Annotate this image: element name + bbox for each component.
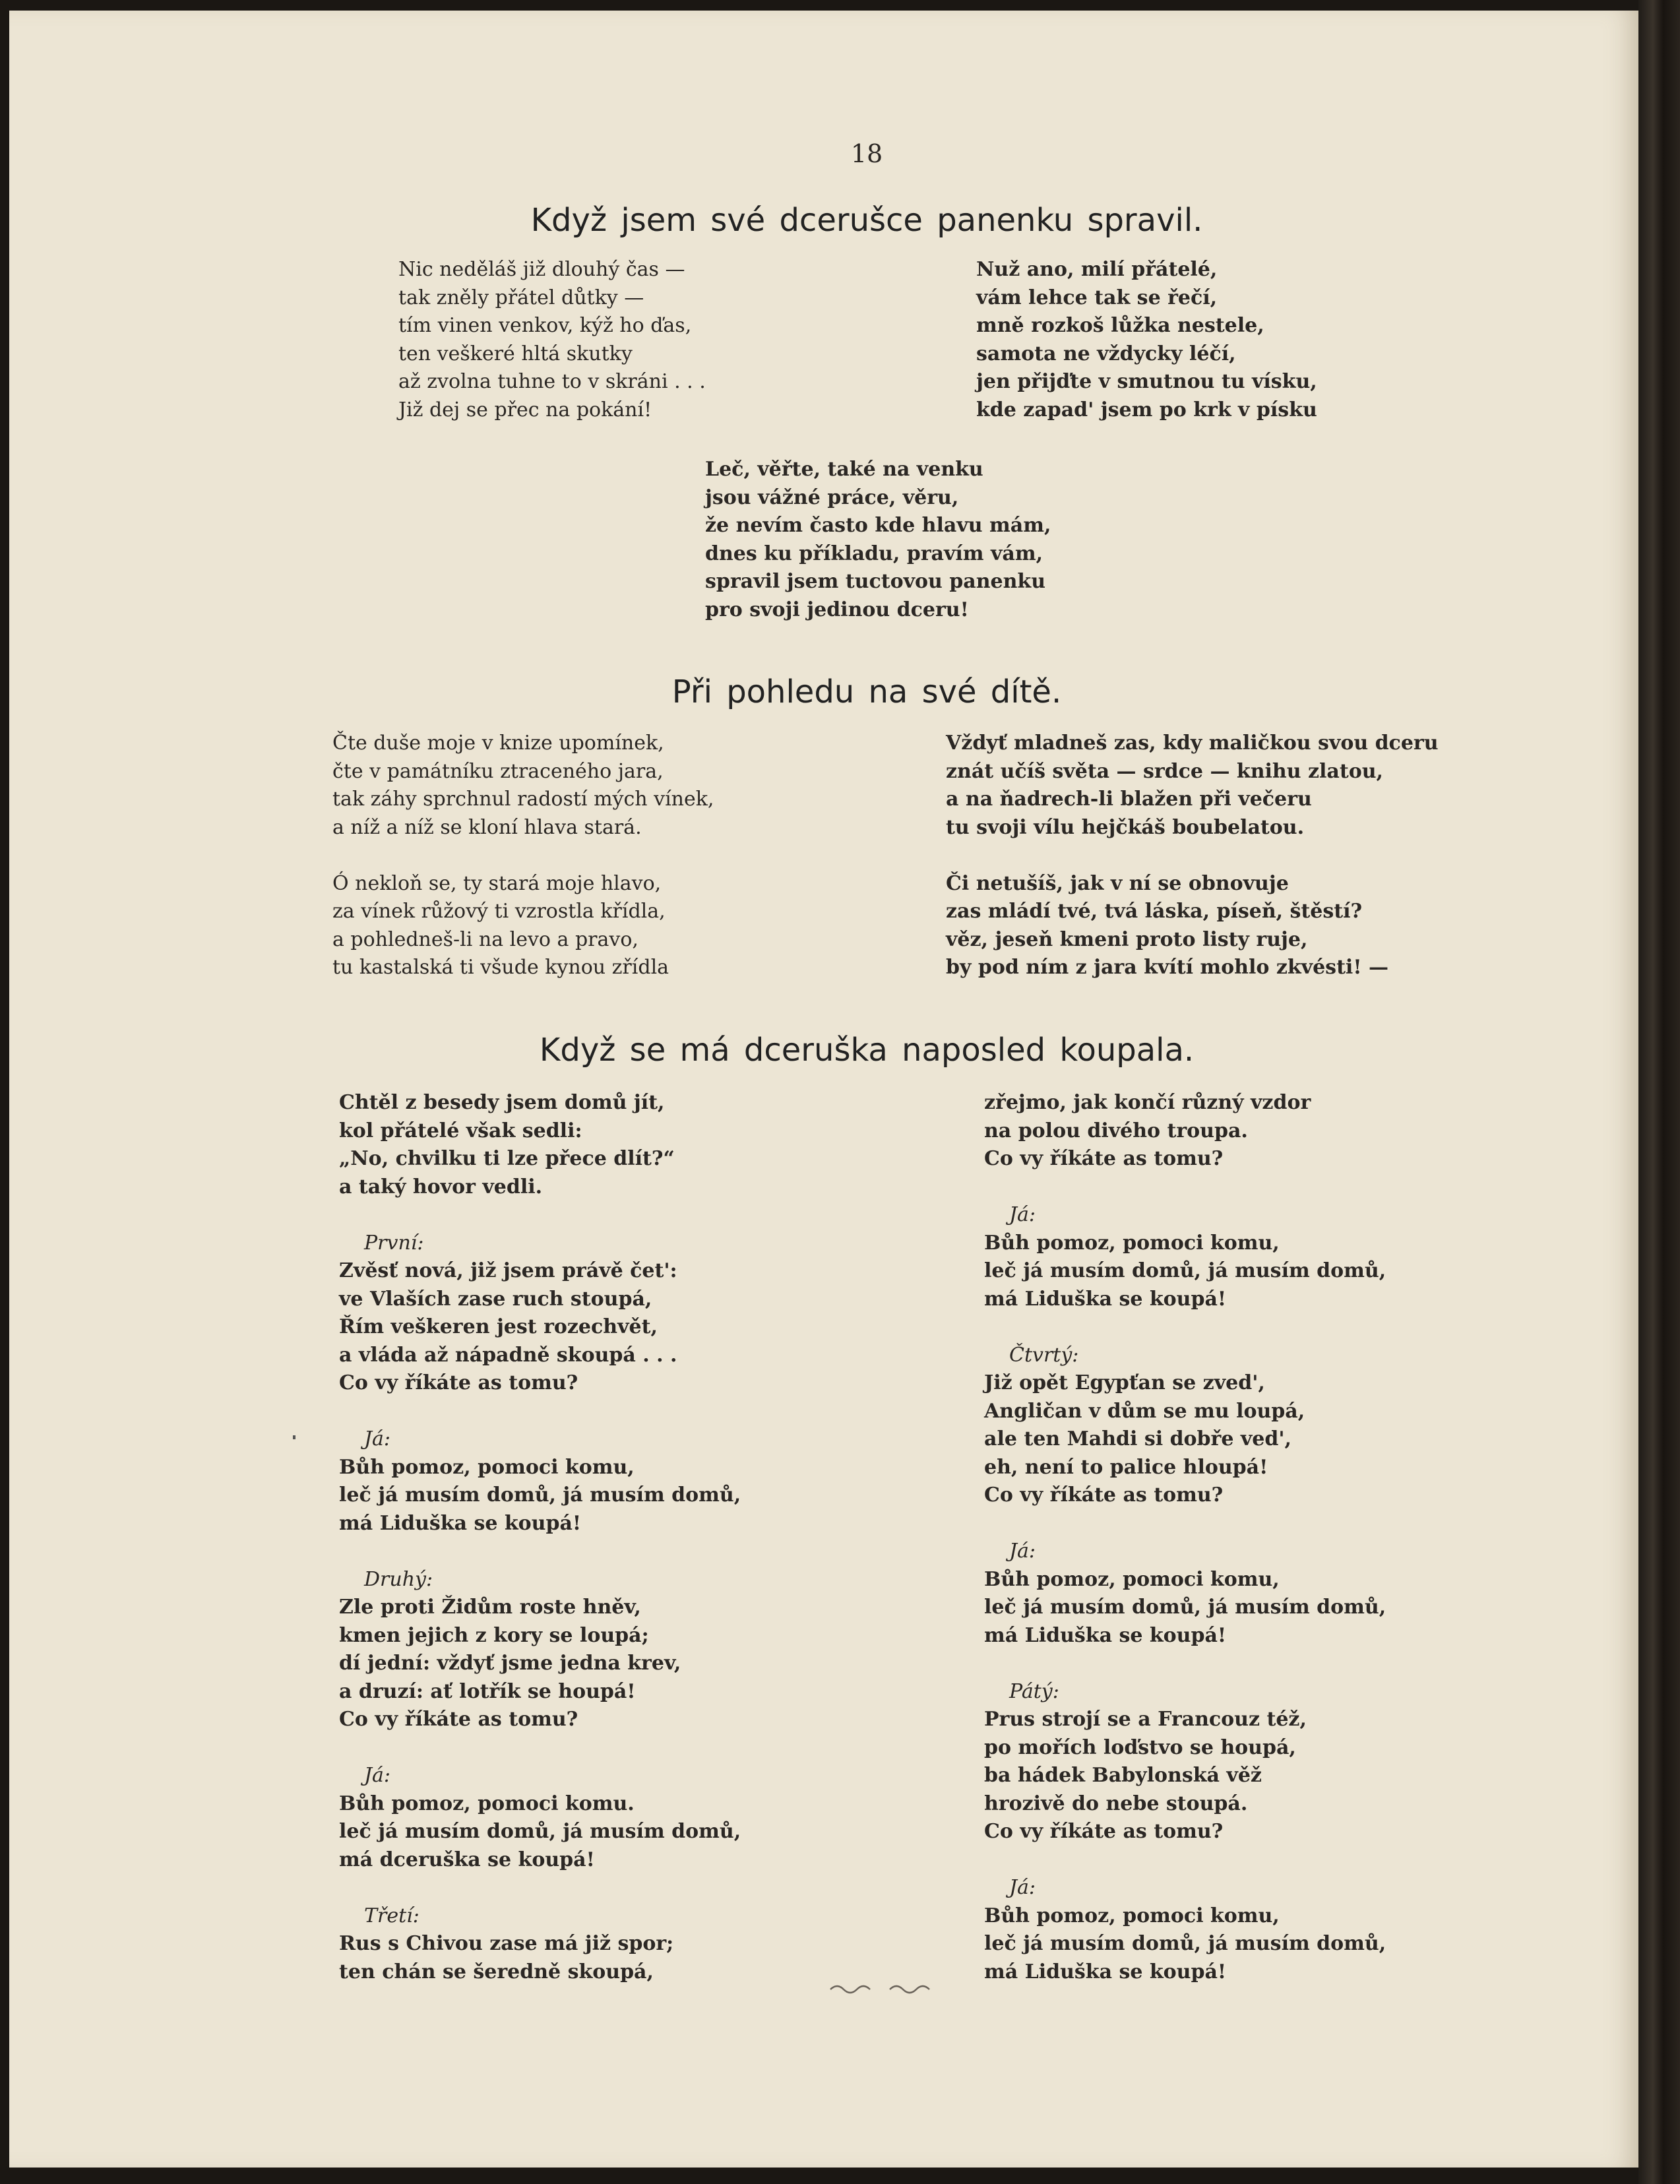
verse-line: tím vinen venkov, kýž ho ďas, bbox=[398, 314, 692, 337]
stanza-gap bbox=[984, 1173, 1386, 1202]
verse-line: Čte duše moje v knize upomínek, bbox=[332, 732, 664, 755]
verse-line: tu kastalská ti všude kynou zřídla bbox=[332, 956, 669, 979]
speaker-label: Já: bbox=[1009, 1540, 1036, 1563]
verse-line: Co vy říkáte as tomu? bbox=[339, 1708, 578, 1731]
stanza-gap bbox=[984, 1313, 1386, 1342]
verse-line: ale ten Mahdi si dobře ved', bbox=[984, 1427, 1291, 1451]
verse-line: Bůh pomoz, pomoci komu, bbox=[984, 1567, 1280, 1591]
verse-line: leč já musím domů, já musím domů, bbox=[339, 1820, 741, 1843]
verse-line: má Liduška se koupá! bbox=[984, 1623, 1227, 1647]
verse-line: kol přátelé však sedli: bbox=[339, 1119, 582, 1142]
verse-line: vám lehce tak se řečí, bbox=[976, 286, 1218, 309]
wave-ornament bbox=[827, 1980, 933, 1999]
verse-line: Vždyť mladneš zas, kdy maličkou svou dceru bbox=[946, 732, 1439, 755]
verse-line: Co vy říkáte as tomu? bbox=[984, 1820, 1224, 1843]
verse-line: a taký hovor vedli. bbox=[339, 1175, 543, 1199]
verse-line: ba hádek Babylonská věž bbox=[984, 1764, 1262, 1787]
verse-line: Bůh pomoz, pomoci komu, bbox=[984, 1231, 1280, 1255]
verse-line: po mořích loďstvo se houpá, bbox=[984, 1735, 1296, 1759]
verse-line: Ó nekloň se, ty stará moje hlavo, bbox=[332, 871, 662, 895]
stanza-gap bbox=[339, 1538, 741, 1566]
verse-line: Nuž ano, milí přátelé, bbox=[976, 258, 1218, 281]
verse-line: spravil jsem tuctovou panenku bbox=[705, 570, 1046, 593]
book-page bbox=[9, 11, 1638, 2168]
verse-line: ten chán se šeredně skoupá, bbox=[339, 1960, 654, 1983]
poem1-title: Když jsem své dcerušce panenku spravil. bbox=[530, 202, 1203, 239]
verse-line: má Liduška se koupá! bbox=[984, 1287, 1227, 1311]
speaker-label: Já: bbox=[1009, 1203, 1036, 1226]
speaker-label: První: bbox=[364, 1231, 424, 1255]
stanza-gap bbox=[339, 1874, 741, 1902]
verse-line: že nevím často kde hlavu mám, bbox=[705, 514, 1051, 537]
poem2-left-column bbox=[332, 730, 714, 982]
verse-line: kde zapad' jsem po krk v písku bbox=[976, 398, 1317, 421]
verse-line: leč já musím domů, já musím domů, bbox=[339, 1483, 741, 1507]
verse-line: Řím veškeren jest rozechvět, bbox=[339, 1315, 658, 1338]
verse-line: Co vy říkáte as tomu? bbox=[984, 1483, 1224, 1507]
speaker-label: Já: bbox=[364, 1764, 391, 1787]
ink-speck bbox=[293, 1435, 296, 1439]
verse-line: za vínek růžový ti vzrostla křídla, bbox=[332, 900, 666, 923]
verse-line: dnes ku příkladu, pravím vám, bbox=[705, 542, 1043, 565]
verse-line: Či netušíš, jak v ní se obnovuje bbox=[946, 871, 1289, 895]
verse-line: samota ne vždycky léčí, bbox=[976, 342, 1236, 365]
verse-line: čte v památníku ztraceného jara, bbox=[332, 759, 664, 783]
verse-line: Bůh pomoz, pomoci komu, bbox=[984, 1904, 1280, 1927]
stanza-gap bbox=[946, 842, 1439, 870]
verse-line: zas mládí tvé, tvá láska, píseň, štěstí? bbox=[946, 900, 1363, 923]
verse-line: a níž a níž se kloní hlava stará. bbox=[332, 815, 642, 839]
verse-line: Chtěl z besedy jsem domů jít, bbox=[339, 1091, 665, 1114]
verse-line: mně rozkoš lůžka nestele, bbox=[976, 314, 1264, 337]
verse-line: ve Vlaších zase ruch stoupá, bbox=[339, 1287, 652, 1311]
book-spine bbox=[1638, 0, 1680, 2184]
stanza-gap bbox=[984, 1650, 1386, 1678]
verse-line: věz, jeseň kmeni proto listy ruje, bbox=[946, 927, 1308, 951]
stanza-gap bbox=[984, 1510, 1386, 1538]
verse-line: leč já musím domů, já musím domů, bbox=[984, 1932, 1386, 1955]
speaker-label: Druhý: bbox=[364, 1567, 433, 1591]
verse-line: Angličan v dům se mu loupá, bbox=[984, 1399, 1305, 1423]
poem2-title: Při pohledu na své dítě. bbox=[671, 673, 1062, 710]
stanza-gap bbox=[984, 1846, 1386, 1875]
verse-line: má Liduška se koupá! bbox=[984, 1960, 1227, 1983]
verse-line: kmen jejich z kory se loupá; bbox=[339, 1623, 649, 1647]
verse-line: leč já musím domů, já musím domů, bbox=[984, 1259, 1386, 1282]
verse-line: a pohledneš-li na levo a pravo, bbox=[332, 927, 638, 951]
verse-line: na polou divého troupa. bbox=[984, 1119, 1248, 1142]
stanza-gap bbox=[339, 1734, 741, 1763]
poem1-left-stanza bbox=[398, 256, 706, 424]
poem3-left-column bbox=[339, 1089, 741, 1986]
verse-line: zřejmo, jak končí různý vzdor bbox=[984, 1091, 1311, 1114]
verse-line: leč já musím domů, já musím domů, bbox=[984, 1596, 1386, 1619]
poem1-center-stanza bbox=[705, 456, 1051, 624]
verse-line: až zvolna tuhne to v skráni . . . bbox=[398, 370, 706, 393]
verse-line: „No, chvilku ti lze přece dlít?“ bbox=[339, 1147, 675, 1170]
stanza-gap bbox=[332, 842, 714, 870]
speaker-label: Pátý: bbox=[1009, 1679, 1059, 1703]
poem1-right-stanza bbox=[976, 256, 1317, 424]
verse-line: Leč, věřte, také na venku bbox=[705, 458, 983, 481]
verse-line: Co vy říkáte as tomu? bbox=[339, 1371, 578, 1394]
poem2-right-column bbox=[946, 730, 1439, 982]
verse-line: dí jední: vždyť jsme jedna krev, bbox=[339, 1652, 681, 1675]
verse-line: jen přijďte v smutnou tu vísku, bbox=[976, 370, 1317, 393]
verse-line: hrozivě do nebe stoupá. bbox=[984, 1792, 1248, 1815]
verse-line: Již dej se přec na pokání! bbox=[398, 398, 652, 421]
verse-line: a vláda až nápadně skoupá . . . bbox=[339, 1343, 677, 1367]
verse-line: by pod ním z jara kvítí mohlo zkvésti! — bbox=[946, 956, 1388, 979]
verse-line: a na ňadrech-li blažen při večeru bbox=[946, 788, 1312, 811]
speaker-label: Já: bbox=[364, 1427, 391, 1451]
poem3-right-column bbox=[984, 1089, 1386, 1986]
verse-line: ten veškeré hltá skutky bbox=[398, 342, 633, 365]
poem3-title: Když se má dceruška naposled koupala. bbox=[539, 1032, 1195, 1069]
verse-line: eh, není to palice hloupá! bbox=[984, 1455, 1268, 1479]
verse-line: Zle proti Židům roste hněv, bbox=[339, 1596, 641, 1619]
verse-line: Již opět Egypťan se zved', bbox=[984, 1371, 1265, 1394]
verse-line: a druzí: ať lotřík se houpá! bbox=[339, 1679, 636, 1703]
speaker-label: Třetí: bbox=[364, 1904, 420, 1927]
verse-line: tu svoji vílu hejčkáš boubelatou. bbox=[946, 815, 1305, 839]
verse-line: má dceruška se koupá! bbox=[339, 1848, 595, 1871]
page-number: 18 bbox=[850, 139, 883, 168]
stanza-gap bbox=[339, 1398, 741, 1426]
verse-line: znát učíš světa — srdce — knihu zlatou, bbox=[946, 759, 1383, 783]
verse-line: pro svoji jedinou dceru! bbox=[705, 598, 969, 621]
speaker-label: Já: bbox=[1009, 1876, 1036, 1899]
verse-line: Zvěsť nová, již jsem právě čet': bbox=[339, 1259, 677, 1282]
verse-line: Nic neděláš již dlouhý čas — bbox=[398, 258, 685, 281]
stanza-gap bbox=[339, 1201, 741, 1230]
speaker-label: Čtvrtý: bbox=[1009, 1343, 1079, 1367]
verse-line: Prus strojí se a Francouz též, bbox=[984, 1708, 1307, 1731]
verse-line: má Liduška se koupá! bbox=[339, 1511, 582, 1535]
verse-line: tak zněly přátel důtky — bbox=[398, 286, 644, 309]
verse-line: Co vy říkáte as tomu? bbox=[984, 1147, 1224, 1170]
verse-line: tak záhy sprchnul radostí mých vínek, bbox=[332, 788, 714, 811]
verse-line: jsou vážné práce, věru, bbox=[705, 485, 959, 509]
verse-line: Bůh pomoz, pomoci komu, bbox=[339, 1455, 635, 1479]
verse-line: Rus s Chivou zase má již spor; bbox=[339, 1932, 674, 1955]
verse-line: Bůh pomoz, pomoci komu. bbox=[339, 1792, 635, 1815]
